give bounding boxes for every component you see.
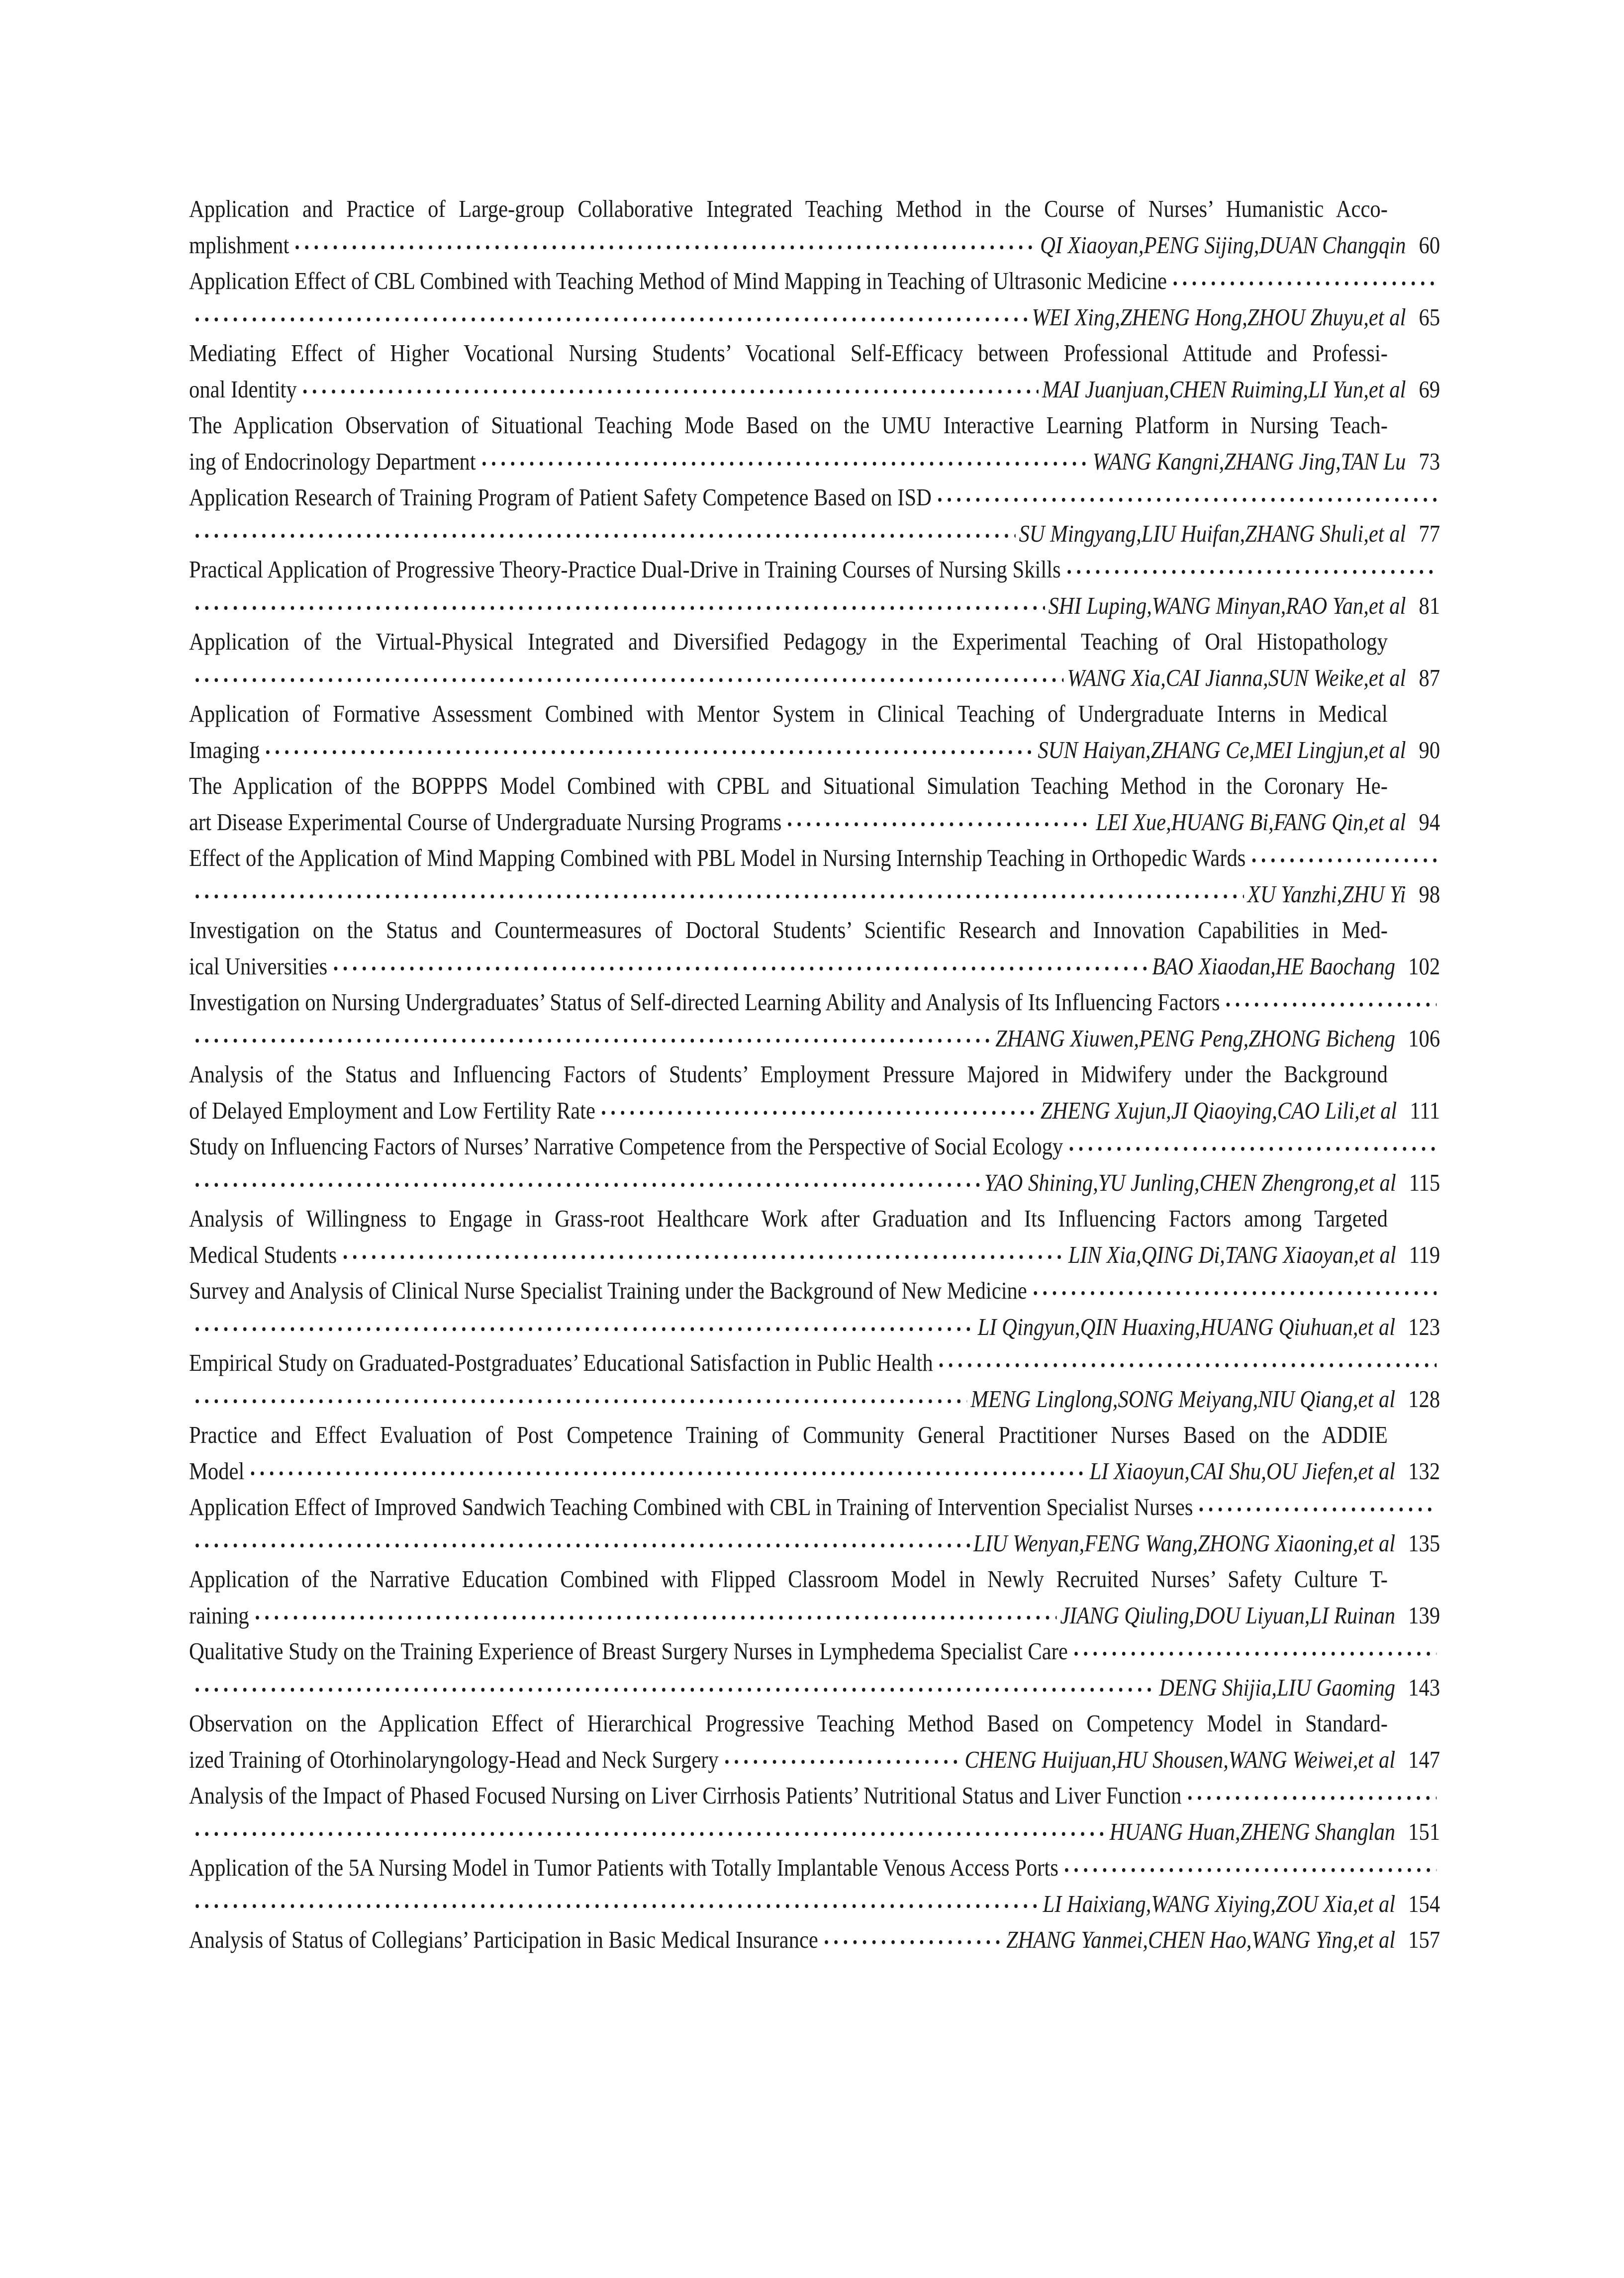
toc-line-content	[189, 1489, 1440, 1525]
toc-line-content	[189, 479, 1440, 516]
toc-line	[189, 1525, 1440, 1562]
toc-line	[189, 949, 1440, 985]
toc-entry	[189, 407, 1440, 479]
toc-line	[189, 1489, 1440, 1525]
toc-entry	[189, 1345, 1440, 1417]
dot-leader	[1249, 840, 1436, 876]
entry-title-text: art Disease Experimental Course of Undergraduate Nursing Programs	[189, 808, 782, 836]
entry-page-number: 60	[1419, 231, 1440, 259]
entry-title-text: Application Effect of Improved Sandwich Teaching Combined with CBL in Training of Intervention Specialist Nurses	[189, 1493, 1193, 1520]
toc-line	[189, 227, 1440, 264]
toc-line	[189, 1273, 1440, 1309]
entry-page-number: 65	[1419, 303, 1440, 331]
entry-title-text: of Delayed Employment and Low Fertility Rate	[189, 1096, 595, 1124]
entry-authors: LIU Wenyan,FENG Wang,ZHONG Xiaoning,et al	[973, 1529, 1396, 1557]
toc-line	[189, 732, 1440, 768]
toc-entry	[189, 1561, 1440, 1633]
entry-page-number: 98	[1419, 880, 1440, 908]
entry-title-text: ical Universities	[189, 952, 328, 980]
dot-leader	[1071, 1633, 1436, 1670]
toc-line	[189, 768, 1440, 804]
entry-title-text: Investigation on Nursing Undergraduates’ Status of Self-directed Learning Ability and Analysis of Its Influencing Factors	[189, 988, 1220, 1016]
toc-list	[189, 191, 1440, 1958]
entry-authors: WANG Kangni,ZHANG Jing,TAN Lu	[1092, 447, 1406, 475]
entry-page-number: 77	[1419, 519, 1440, 547]
entry-authors: SUN Haiyan,ZHANG Ce,MEI Lingjun,et al	[1038, 736, 1406, 763]
dot-leader	[263, 732, 1034, 768]
entry-page-number: 123	[1408, 1313, 1440, 1340]
toc-line	[189, 1129, 1440, 1165]
toc-entry	[189, 263, 1440, 335]
entry-page-number: 119	[1409, 1240, 1440, 1268]
toc-line-content	[189, 1381, 1440, 1418]
dot-leader	[192, 1165, 981, 1201]
entry-page-number: 128	[1408, 1385, 1440, 1413]
dot-leader	[192, 1886, 1040, 1922]
toc-line-content: Application of the Virtual-Physical Integrated and Diversified Pedagogy in the Experimental Teaching of Oral Histopathology	[189, 628, 1388, 655]
dot-leader	[292, 227, 1037, 264]
entry-title-text: Effect of the Application of Mind Mapping Combined with PBL Model in Nursing Internship Teaching in Orthopedic Wards	[189, 844, 1246, 871]
entry-authors: WANG Xia,CAI Jianna,SUN Weike,et al	[1067, 664, 1406, 691]
entry-page-number: 73	[1419, 447, 1440, 475]
toc-entry	[189, 1417, 1440, 1489]
entry-page-number: 139	[1408, 1601, 1440, 1629]
entry-authors: ZHANG Yanmei,CHEN Hao,WANG Ying,et al	[1006, 1926, 1396, 1953]
toc-line-content: Mediating Effect of Higher Vocational Nursing Students’ Vocational Self-Efficacy between Professional Attitude and Professi-	[189, 339, 1388, 367]
toc-line-content	[189, 1093, 1440, 1129]
toc-line-content: The Application of the BOPPPS Model Combined with CPBL and Situational Simulation Teaching Method in the Coronary He-	[189, 772, 1388, 799]
dot-leader	[192, 516, 1016, 552]
dot-leader	[1066, 1129, 1436, 1165]
entry-title-text: Imaging	[189, 736, 260, 763]
dot-leader	[1224, 984, 1437, 1021]
toc-line-content	[189, 1850, 1440, 1886]
toc-line-content: Application of the Narrative Education Combined with Flipped Classroom Model in Newly Recruited Nurses’ Safety Culture T-	[189, 1565, 1388, 1593]
toc-line-content	[189, 227, 1440, 264]
toc-line	[189, 588, 1440, 624]
toc-line	[189, 1598, 1440, 1634]
toc-entry	[189, 191, 1440, 263]
dot-leader	[248, 1453, 1086, 1490]
toc-line	[189, 660, 1440, 696]
toc-entry	[189, 552, 1440, 624]
entry-title-text: Application Effect of CBL Combined with Teaching Method of Mind Mapping in Teaching of Ultrasonic Medicine	[189, 267, 1167, 294]
toc-line-content	[189, 372, 1440, 408]
toc-line-content: Analysis of Willingness to Engage in Grass-root Healthcare Work after Graduation and Its Influencing Factors among Targeted	[189, 1205, 1388, 1232]
toc-line	[189, 624, 1440, 660]
toc-line-content	[189, 1778, 1440, 1814]
entry-title-text: Model	[189, 1457, 245, 1485]
toc-line	[189, 1633, 1440, 1670]
entry-authors: QI Xiaoyan,PENG Sijing,DUAN Changqin	[1040, 231, 1406, 259]
toc-line-content	[189, 444, 1440, 480]
toc-line-content	[189, 1633, 1440, 1670]
toc-line	[189, 1021, 1440, 1057]
entry-title-text: Application Research of Training Program of Patient Safety Competence Based on ISD	[189, 483, 932, 511]
entry-authors: LEI Xue,HUANG Bi,FANG Qin,et al	[1096, 808, 1406, 836]
toc-line	[189, 1237, 1440, 1273]
toc-line	[189, 335, 1440, 372]
toc-entry	[189, 768, 1440, 840]
entry-title-text: Study on Influencing Factors of Nurses’ Narrative Competence from the Perspective of Social Ecology	[189, 1133, 1063, 1160]
dot-leader	[1196, 1489, 1436, 1525]
entry-title-text: Empirical Study on Graduated-Postgraduates’ Educational Satisfaction in Public Health	[189, 1349, 933, 1376]
toc-line-content	[189, 1021, 1440, 1057]
entry-page-number: 154	[1408, 1890, 1440, 1917]
toc-line	[189, 552, 1440, 588]
entry-authors: SU Mingyang,LIU Huifan,ZHANG Shuli,et al	[1019, 519, 1406, 547]
toc-line	[189, 1417, 1440, 1453]
entry-authors: XU Yanzhi,ZHU Yi	[1247, 880, 1406, 908]
toc-line-content	[189, 1165, 1440, 1201]
toc-line-content	[189, 660, 1440, 696]
dot-leader	[722, 1742, 961, 1778]
toc-line-content	[189, 984, 1440, 1021]
toc-entry	[189, 624, 1440, 696]
toc-entry	[189, 479, 1440, 552]
dot-leader	[192, 1670, 1155, 1706]
toc-line	[189, 1778, 1440, 1814]
toc-entry	[189, 1056, 1440, 1129]
entry-authors: DENG Shijia,LIU Gaoming	[1159, 1673, 1396, 1701]
entry-authors: SHI Luping,WANG Minyan,RAO Yan,et al	[1048, 591, 1406, 619]
entry-page-number: 115	[1409, 1168, 1440, 1196]
toc-line-content: Analysis of the Status and Influencing Factors of Students’ Employment Pressure Majored in Midwifery under the Background	[189, 1060, 1388, 1088]
dot-leader	[192, 1525, 970, 1562]
toc-line-content	[189, 876, 1440, 913]
entry-authors: JIANG Qiuling,DOU Liyuan,LI Ruinan	[1060, 1601, 1396, 1629]
toc-line-content	[189, 840, 1440, 876]
entry-authors: ZHANG Xiuwen,PENG Peng,ZHONG Bicheng	[995, 1024, 1396, 1052]
entry-page-number: 87	[1419, 664, 1440, 691]
toc-line	[189, 1886, 1440, 1922]
entry-title-text: Practical Application of Progressive Theory-Practice Dual-Drive in Training Courses of Nursing Skills	[189, 556, 1061, 583]
toc-line	[189, 876, 1440, 913]
dot-leader	[192, 299, 1029, 336]
entry-authors: LI Qingyun,QIN Huaxing,HUANG Qiuhuan,et al	[977, 1313, 1396, 1340]
toc-line	[189, 1453, 1440, 1490]
entry-authors: HUANG Huan,ZHENG Shanglan	[1109, 1817, 1396, 1845]
toc-line	[189, 263, 1440, 299]
toc-line	[189, 1309, 1440, 1345]
toc-entry	[189, 1633, 1440, 1706]
toc-line	[189, 1201, 1440, 1237]
toc-line-content	[189, 1525, 1440, 1562]
toc-line	[189, 1093, 1440, 1129]
toc-line-content: Practice and Effect Evaluation of Post Competence Training of Community General Practitioner Nurses Based on the ADDIE	[189, 1421, 1388, 1448]
toc-entry	[189, 912, 1440, 984]
toc-line	[189, 696, 1440, 732]
dot-leader	[1185, 1778, 1436, 1814]
entry-title-text: Application of the 5A Nursing Model in Tumor Patients with Totally Implantable Venous Access Ports	[189, 1854, 1058, 1881]
entry-title-text: raining	[189, 1601, 249, 1629]
toc-line	[189, 1922, 1440, 1958]
entry-authors: MENG Linglong,SONG Meiyang,NIU Qiang,et al	[970, 1385, 1396, 1413]
entry-title-text: ing of Endocrinology Department	[189, 447, 476, 475]
dot-leader	[935, 479, 1436, 516]
dot-leader	[192, 1021, 992, 1057]
entry-authors: ZHENG Xujun,JI Qiaoying,CAO Lili,et al	[1040, 1096, 1397, 1124]
toc-line	[189, 912, 1440, 949]
entry-page-number: 132	[1408, 1457, 1440, 1485]
toc-entry	[189, 1129, 1440, 1201]
dot-leader	[599, 1093, 1037, 1129]
toc-line	[189, 191, 1440, 227]
toc-line	[189, 1056, 1440, 1093]
toc-line-content	[189, 1129, 1440, 1165]
dot-leader	[300, 372, 1039, 408]
toc-line	[189, 407, 1440, 444]
toc-line-content	[189, 552, 1440, 588]
toc-line-content: Application of Formative Assessment Combined with Mentor System in Clinical Teaching of Undergraduate Interns in Medical	[189, 700, 1388, 727]
toc-line	[189, 444, 1440, 480]
toc-line-content	[189, 1886, 1440, 1922]
entry-page-number: 111	[1410, 1096, 1440, 1124]
toc-line-content: Observation on the Application Effect of Hierarchical Progressive Teaching Method Based on Competency Model in Standard-	[189, 1709, 1388, 1737]
dot-leader	[479, 444, 1089, 480]
entry-authors: CHENG Huijuan,HU Shousen,WANG Weiwei,et al	[964, 1745, 1396, 1773]
toc-entry	[189, 696, 1440, 768]
toc-line-content	[189, 1345, 1440, 1381]
toc-line-content	[189, 1273, 1440, 1309]
dot-leader	[937, 1345, 1437, 1381]
dot-leader	[1062, 1850, 1436, 1886]
dot-leader	[1170, 263, 1436, 299]
entry-authors: LI Haixiang,WANG Xiying,ZOU Xia,et al	[1043, 1890, 1396, 1917]
toc-line-content	[189, 1309, 1440, 1345]
dot-leader	[822, 1922, 1003, 1958]
dot-leader	[192, 1814, 1106, 1850]
entry-title-text: mplishment	[189, 231, 289, 259]
entry-title-text: Analysis of Status of Collegians’ Participation in Basic Medical Insurance	[189, 1926, 818, 1953]
toc-entry	[189, 984, 1440, 1056]
toc-line-content	[189, 804, 1440, 841]
toc-line	[189, 1345, 1440, 1381]
toc-line	[189, 479, 1440, 516]
entry-authors: LIN Xia,QING Di,TANG Xiaoyan,et al	[1068, 1240, 1396, 1268]
toc-line	[189, 1381, 1440, 1418]
toc-line	[189, 1670, 1440, 1706]
toc-entry	[189, 1706, 1440, 1778]
entry-page-number: 143	[1408, 1673, 1440, 1701]
toc-line-content: Application and Practice of Large-group Collaborative Integrated Teaching Method in the Course of Nurses’ Humanistic Acco-	[189, 195, 1388, 222]
entry-page-number: 106	[1408, 1024, 1440, 1052]
dot-leader	[1064, 552, 1437, 588]
toc-entry	[189, 1850, 1440, 1922]
toc-line-content	[189, 1453, 1440, 1490]
toc-line	[189, 804, 1440, 841]
toc-line	[189, 1706, 1440, 1742]
dot-leader	[192, 876, 1244, 913]
toc-line-content	[189, 1237, 1440, 1273]
entry-page-number: 102	[1408, 952, 1440, 980]
entry-page-number: 135	[1408, 1529, 1440, 1557]
toc-line-content	[189, 1814, 1440, 1850]
toc-line	[189, 372, 1440, 408]
entry-page-number: 147	[1408, 1745, 1440, 1773]
toc-line-content	[189, 1670, 1440, 1706]
entry-page-number: 81	[1419, 591, 1440, 619]
entry-page-number: 90	[1419, 736, 1440, 763]
entry-authors: YAO Shining,YU Junling,CHEN Zhengrong,et al	[984, 1168, 1396, 1196]
dot-leader	[192, 660, 1064, 696]
toc-line-content	[189, 516, 1440, 552]
toc-line-content	[189, 949, 1440, 985]
dot-leader	[192, 1309, 974, 1345]
toc-line-content	[189, 1922, 1440, 1958]
toc-line	[189, 516, 1440, 552]
toc-line	[189, 984, 1440, 1021]
toc-entry	[189, 1778, 1440, 1850]
toc-line	[189, 1814, 1440, 1850]
toc-line-content: The Application Observation of Situational Teaching Mode Based on the UMU Interactive Learning Platform in Nursing Teach-	[189, 411, 1388, 439]
entry-title-text: Analysis of the Impact of Phased Focused Nursing on Liver Cirrhosis Patients’ Nutritional Status and Liver Function	[189, 1782, 1182, 1809]
entry-title-text: Qualitative Study on the Training Experience of Breast Surgery Nurses in Lymphedema Specialist Care	[189, 1637, 1068, 1665]
toc-line	[189, 299, 1440, 336]
toc-line-content	[189, 1598, 1440, 1634]
entry-title-text: ized Training of Otorhinolaryngology-Head and Neck Surgery	[189, 1745, 719, 1773]
toc-line	[189, 1742, 1440, 1778]
entry-title-text: Medical Students	[189, 1240, 337, 1268]
dot-leader	[192, 588, 1045, 624]
toc-entry	[189, 1201, 1440, 1273]
entry-authors: LI Xiaoyun,CAI Shu,OU Jiefen,et al	[1089, 1457, 1396, 1485]
toc-line	[189, 1165, 1440, 1201]
entry-page-number: 157	[1408, 1926, 1440, 1953]
toc-line-content	[189, 732, 1440, 768]
toc-entry	[189, 840, 1440, 912]
entry-authors: WEI Xing,ZHENG Hong,ZHOU Zhuyu,et al	[1032, 303, 1406, 331]
toc-line-content	[189, 299, 1440, 336]
dot-leader	[331, 949, 1148, 985]
dot-leader	[192, 1381, 967, 1418]
toc-line-content: Investigation on the Status and Countermeasures of Doctoral Students’ Scientific Research and Innovation Capabilities in Med-	[189, 916, 1388, 944]
entry-authors: MAI Juanjuan,CHEN Ruiming,LI Yun,et al	[1042, 375, 1406, 403]
toc-line-content	[189, 1742, 1440, 1778]
entry-page-number: 69	[1419, 375, 1440, 403]
toc-entry	[189, 1273, 1440, 1345]
entry-title-text: onal Identity	[189, 375, 297, 403]
entry-page-number: 151	[1408, 1817, 1440, 1845]
dot-leader	[253, 1598, 1057, 1634]
entry-authors: BAO Xiaodan,HE Baochang	[1152, 952, 1396, 980]
toc-line	[189, 840, 1440, 876]
dot-leader	[340, 1237, 1065, 1273]
toc-entry	[189, 1489, 1440, 1561]
toc-line	[189, 1850, 1440, 1886]
toc-entry	[189, 335, 1440, 407]
dot-leader	[785, 804, 1092, 841]
toc-entry	[189, 1922, 1440, 1958]
entry-title-text: Survey and Analysis of Clinical Nurse Specialist Training under the Background of New Medicine	[189, 1277, 1027, 1304]
entry-page-number: 94	[1419, 808, 1440, 836]
toc-line-content	[189, 263, 1440, 299]
toc-line-content	[189, 588, 1440, 624]
dot-leader	[1031, 1273, 1436, 1309]
toc-line	[189, 1561, 1440, 1598]
